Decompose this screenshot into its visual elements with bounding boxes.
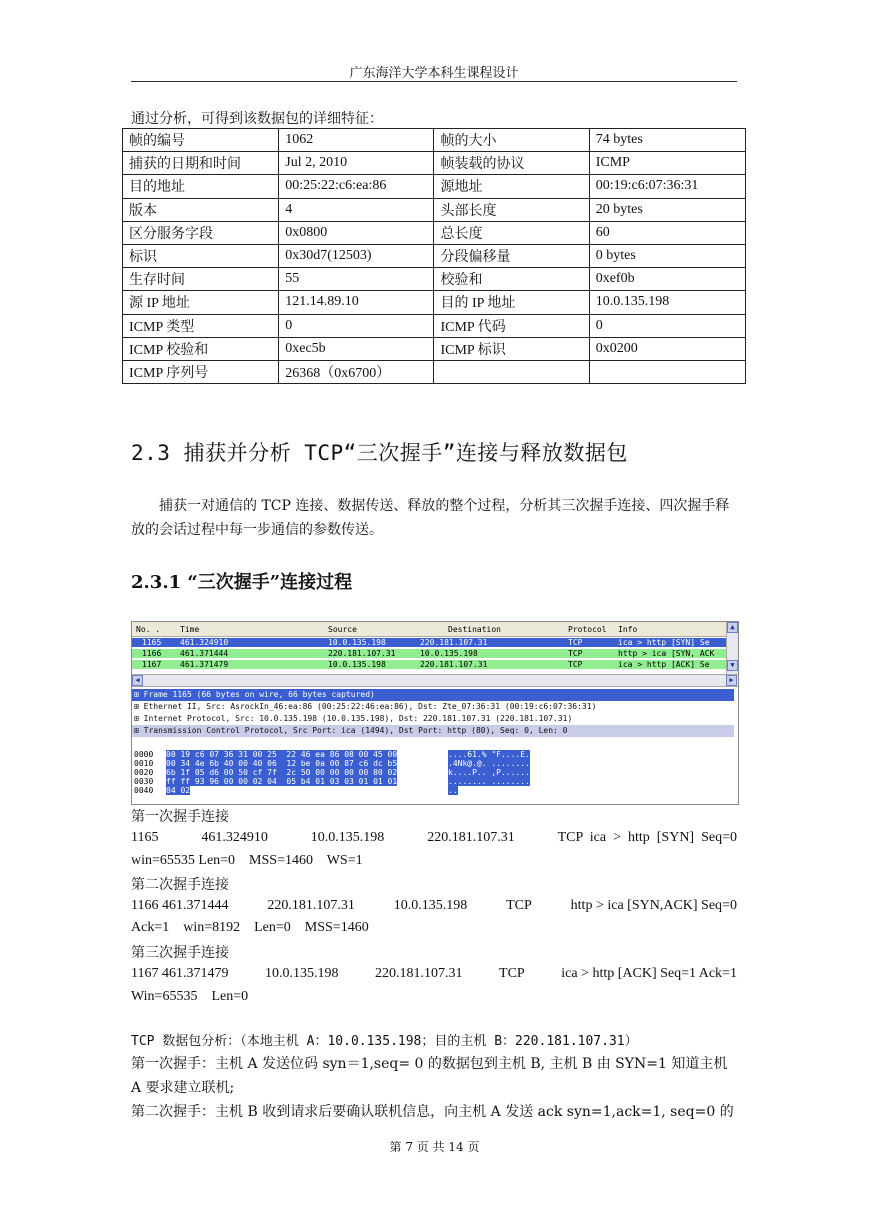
scroll-up-icon[interactable]: ▲ <box>727 622 738 633</box>
packet-cell-no: 1167 <box>142 660 162 669</box>
table-value-cell: 60 <box>589 221 745 244</box>
table-value-cell: 0 <box>589 314 745 337</box>
packet-list-header <box>132 622 726 637</box>
table-label-cell: ICMP 代码 <box>434 314 589 337</box>
horizontal-scrollbar[interactable] <box>132 674 738 687</box>
table-label-cell: 帧的编号 <box>123 129 279 152</box>
expand-icon[interactable]: ⊞ <box>134 690 144 699</box>
table-value-cell: 0x0800 <box>279 221 434 244</box>
page-header: 广东海洋大学本科生课程设计 <box>349 66 519 81</box>
hex-row <box>132 759 738 768</box>
analysis-paragraph-1: 第一次握手：主机 A 发送位码 syn＝1,seq= 0 的数据包到主机 B, 主机 B 由 SYN=1 知道主机 A 要求建立联机; <box>131 1056 728 1096</box>
second-handshake-line: 1166 461.371444 220.181.107.31 10.0.135.198 TCP http > ica [SYN,ACK] Seq=0 <box>131 898 737 913</box>
table-value-cell: 10.0.135.198 <box>589 291 745 314</box>
hex-off: 0040 <box>134 786 154 795</box>
hex-ascii: .. <box>448 786 458 795</box>
table-label-cell: 区分服务字段 <box>123 221 279 244</box>
table-label-cell: ICMP 类型 <box>123 314 279 337</box>
hex-row <box>132 786 738 795</box>
table-label-cell: 标识 <box>123 244 279 267</box>
table-row <box>123 175 746 198</box>
expand-icon[interactable]: ⊞ <box>134 702 144 711</box>
table-value-cell: 0 bytes <box>589 244 745 267</box>
detail-row-tcp[interactable]: ⊞ Transmission Control Protocol, Src Port: ica (1494), Dst Port: http (80), Seq: 0, Len: 0 <box>132 725 734 737</box>
table-label-cell: 分段偏移量 <box>434 244 589 267</box>
col-destination[interactable]: Destination <box>448 625 501 634</box>
packet-cell-proto: TCP <box>568 649 583 658</box>
packet-cell-src: 10.0.135.198 <box>328 660 386 669</box>
packet-detail-table <box>122 128 746 384</box>
scroll-down-icon[interactable]: ▼ <box>727 660 738 671</box>
packet-cell-src: 220.181.107.31 <box>328 649 396 658</box>
third-handshake-label: 第三次握手连接 <box>131 945 229 961</box>
col-source[interactable]: Source <box>328 625 357 634</box>
hex-bytes: ff ff 93 96 00 00 02 04 05 b4 01 03 03 01 01 01 <box>166 777 398 786</box>
section-title: 2.3 捕获并分析 TCP“三次握手”连接与释放数据包 <box>131 441 628 465</box>
section-paragraph: 捕获一对通信的 TCP 连接、数据传送、释放的整个过程，分析其三次握手连接、四次握手释放的会话过程中每一步通信的参数传送。 <box>131 498 730 538</box>
hex-row <box>132 777 738 786</box>
hex-dump-pane <box>132 750 738 804</box>
hex-bytes: 6b 1f 05 d6 00 50 cf 7f 2c 50 00 00 00 00 80 02 <box>166 768 398 777</box>
table-value-cell: 26368（0x6700） <box>279 360 434 383</box>
packet-cell-dst: 10.0.135.198 <box>420 649 478 658</box>
second-handshake-label: 第二次握手连接 <box>131 877 229 893</box>
table-label-cell: 帧的大小 <box>434 129 589 152</box>
packet-detail-pane <box>132 689 738 742</box>
packet-cell-info: ica > http [ACK] Se <box>618 660 710 669</box>
third-handshake-line: 1167 461.371479 10.0.135.198 220.181.107.31 TCP ica > http [ACK] Seq=1 Ack=1 <box>131 966 737 981</box>
col-info[interactable]: Info <box>618 625 638 634</box>
table-row <box>123 337 746 360</box>
table-row <box>123 314 746 337</box>
table-value-cell: 4 <box>279 198 434 221</box>
hex-ascii: k....P.. ,P...... <box>448 768 530 777</box>
packet-cell-info: ica > http [SYN] Se <box>618 638 710 647</box>
col-protocol[interactable]: Protocol <box>568 625 607 634</box>
table-row <box>123 198 746 221</box>
table-value-cell: 0 <box>279 314 434 337</box>
table-label-cell: ICMP 序列号 <box>123 360 279 383</box>
second-handshake-line2: Ack=1 win=8192 Len=0 MSS=1460 <box>131 920 369 935</box>
expand-icon[interactable]: ⊞ <box>134 726 144 735</box>
third-handshake-line2: Win=65535 Len=0 <box>131 989 249 1004</box>
table-value-cell: 00:19:c6:07:36:31 <box>589 175 745 198</box>
table-label-cell: ICMP 标识 <box>434 337 589 360</box>
table-label-cell: 生存时间 <box>123 268 279 291</box>
hex-ascii: ....61.% "F....E. <box>448 750 530 759</box>
table-label-cell <box>434 360 589 383</box>
table-label-cell: 帧装载的协议 <box>434 152 589 175</box>
table-value-cell: 0xec5b <box>279 337 434 360</box>
packet-cell-no: 1166 <box>142 649 162 658</box>
hex-bytes: 00 34 4e 6b 40 00 40 06 12 be 0a 00 87 c6 dc b5 <box>166 759 398 768</box>
packet-cell-time: 461.324910 <box>180 638 229 647</box>
header-rule <box>131 81 737 82</box>
table-label-cell: 头部长度 <box>434 198 589 221</box>
intro-text: 通过分析，可得到该数据包的详细特征： <box>131 111 383 127</box>
table-label-cell: 总长度 <box>434 221 589 244</box>
hex-row <box>132 768 738 777</box>
table-row <box>123 221 746 244</box>
table-value-cell: 0x30d7(12503) <box>279 244 434 267</box>
table-label-cell: 捕获的日期和时间 <box>123 152 279 175</box>
analysis-paragraph-2: 第二次握手：主机 B 收到请求后要确认联机信息，向主机 A 发送 ack syn=1,ack=1, seq=0 的 <box>131 1104 734 1120</box>
packet-cell-no: 1165 <box>142 638 162 647</box>
table-label-cell: 版本 <box>123 198 279 221</box>
hex-ascii: .4Nk@.@. ........ <box>448 759 530 768</box>
packet-row[interactable] <box>132 649 726 658</box>
packet-row[interactable] <box>132 660 726 669</box>
first-handshake-line2: win=65535 Len=0 MSS=1460 WS=1 <box>131 853 363 868</box>
scroll-left-icon[interactable]: ◀ <box>132 675 143 686</box>
analysis-heading: TCP 数据包分析：（本地主机 A：10.0.135.198；目的主机 B：220.181.107.31） <box>131 1034 638 1049</box>
table-label-cell: 校验和 <box>434 268 589 291</box>
table-value-cell: 0x0200 <box>589 337 745 360</box>
col-no[interactable]: No. . <box>136 625 161 634</box>
table-label-cell: 目的地址 <box>123 175 279 198</box>
expand-icon[interactable]: ⊞ <box>134 714 144 723</box>
table-value-cell: 20 bytes <box>589 198 745 221</box>
first-handshake-line: 1165 461.324910 10.0.135.198 220.181.107.31 TCP ica > http [SYN] Seq=0 <box>131 830 737 845</box>
table-value-cell: 1062 <box>279 129 434 152</box>
hex-bytes: 00 19 c6 07 36 31 00 25 22 46 ea 86 08 00 45 00 <box>166 750 398 759</box>
table-label-cell: 目的 IP 地址 <box>434 291 589 314</box>
wireshark-screenshot <box>131 621 739 805</box>
hex-off: 0010 <box>134 759 154 768</box>
packet-cell-src: 10.0.135.198 <box>328 638 386 647</box>
hex-bytes: 04 02 <box>166 786 191 795</box>
table-row <box>123 244 746 267</box>
detail-row-ip[interactable]: ⊞ Internet Protocol, Src: 10.0.135.198 (10.0.135.198), Dst: 220.181.107.31 (220.181.107.31) <box>134 714 573 723</box>
packet-cell-dst: 220.181.107.31 <box>420 638 488 647</box>
table-value-cell: 0xef0b <box>589 268 745 291</box>
table-value-cell: ICMP <box>589 152 745 175</box>
packet-cell-time: 461.371444 <box>180 649 229 658</box>
subsection-title: 2.3.1 “三次握手”连接过程 <box>131 572 353 593</box>
table-row <box>123 291 746 314</box>
first-handshake-label: 第一次握手连接 <box>131 809 229 825</box>
table-value-cell: Jul 2, 2010 <box>279 152 434 175</box>
table-label-cell: ICMP 校验和 <box>123 337 279 360</box>
scroll-right-icon[interactable]: ▶ <box>726 675 737 686</box>
page-footer: 第 7 页 共 14 页 <box>389 1140 480 1154</box>
table-row <box>123 129 746 152</box>
table-row <box>123 152 746 175</box>
packet-cell-info: http > ica [SYN, ACK <box>618 649 715 658</box>
table-row <box>123 268 746 291</box>
hex-off: 0020 <box>134 768 154 777</box>
table-value-cell: 74 bytes <box>589 129 745 152</box>
table-label-cell: 源地址 <box>434 175 589 198</box>
table-value-cell <box>589 360 745 383</box>
table-value-cell: 00:25:22:c6:ea:86 <box>279 175 434 198</box>
packet-cell-dst: 220.181.107.31 <box>420 660 488 669</box>
detail-row-frame[interactable]: ⊞ Frame 1165 (66 bytes on wire, 66 bytes captured) <box>132 689 734 701</box>
col-time[interactable]: Time <box>180 625 200 634</box>
packet-cell-proto: TCP <box>568 638 583 647</box>
packet-cell-proto: TCP <box>568 660 583 669</box>
packet-list-scrollbar[interactable] <box>726 622 738 674</box>
table-label-cell: 源 IP 地址 <box>123 291 279 314</box>
hex-off: 0030 <box>134 777 154 786</box>
packet-cell-time: 461.371479 <box>180 660 229 669</box>
hex-off: 0000 <box>134 750 154 759</box>
packet-row[interactable] <box>132 638 726 647</box>
detail-row-ethernet[interactable]: ⊞ Ethernet II, Src: AsrockIn_46:ea:86 (00:25:22:46:ea:86), Dst: Zte_07:36:31 (00:19:c6:07:36:31) <box>134 702 597 711</box>
table-row <box>123 360 746 383</box>
table-value-cell: 55 <box>279 268 434 291</box>
table-value-cell: 121.14.89.10 <box>279 291 434 314</box>
hex-ascii: ........ ........ <box>448 777 530 786</box>
hex-row <box>132 750 738 759</box>
